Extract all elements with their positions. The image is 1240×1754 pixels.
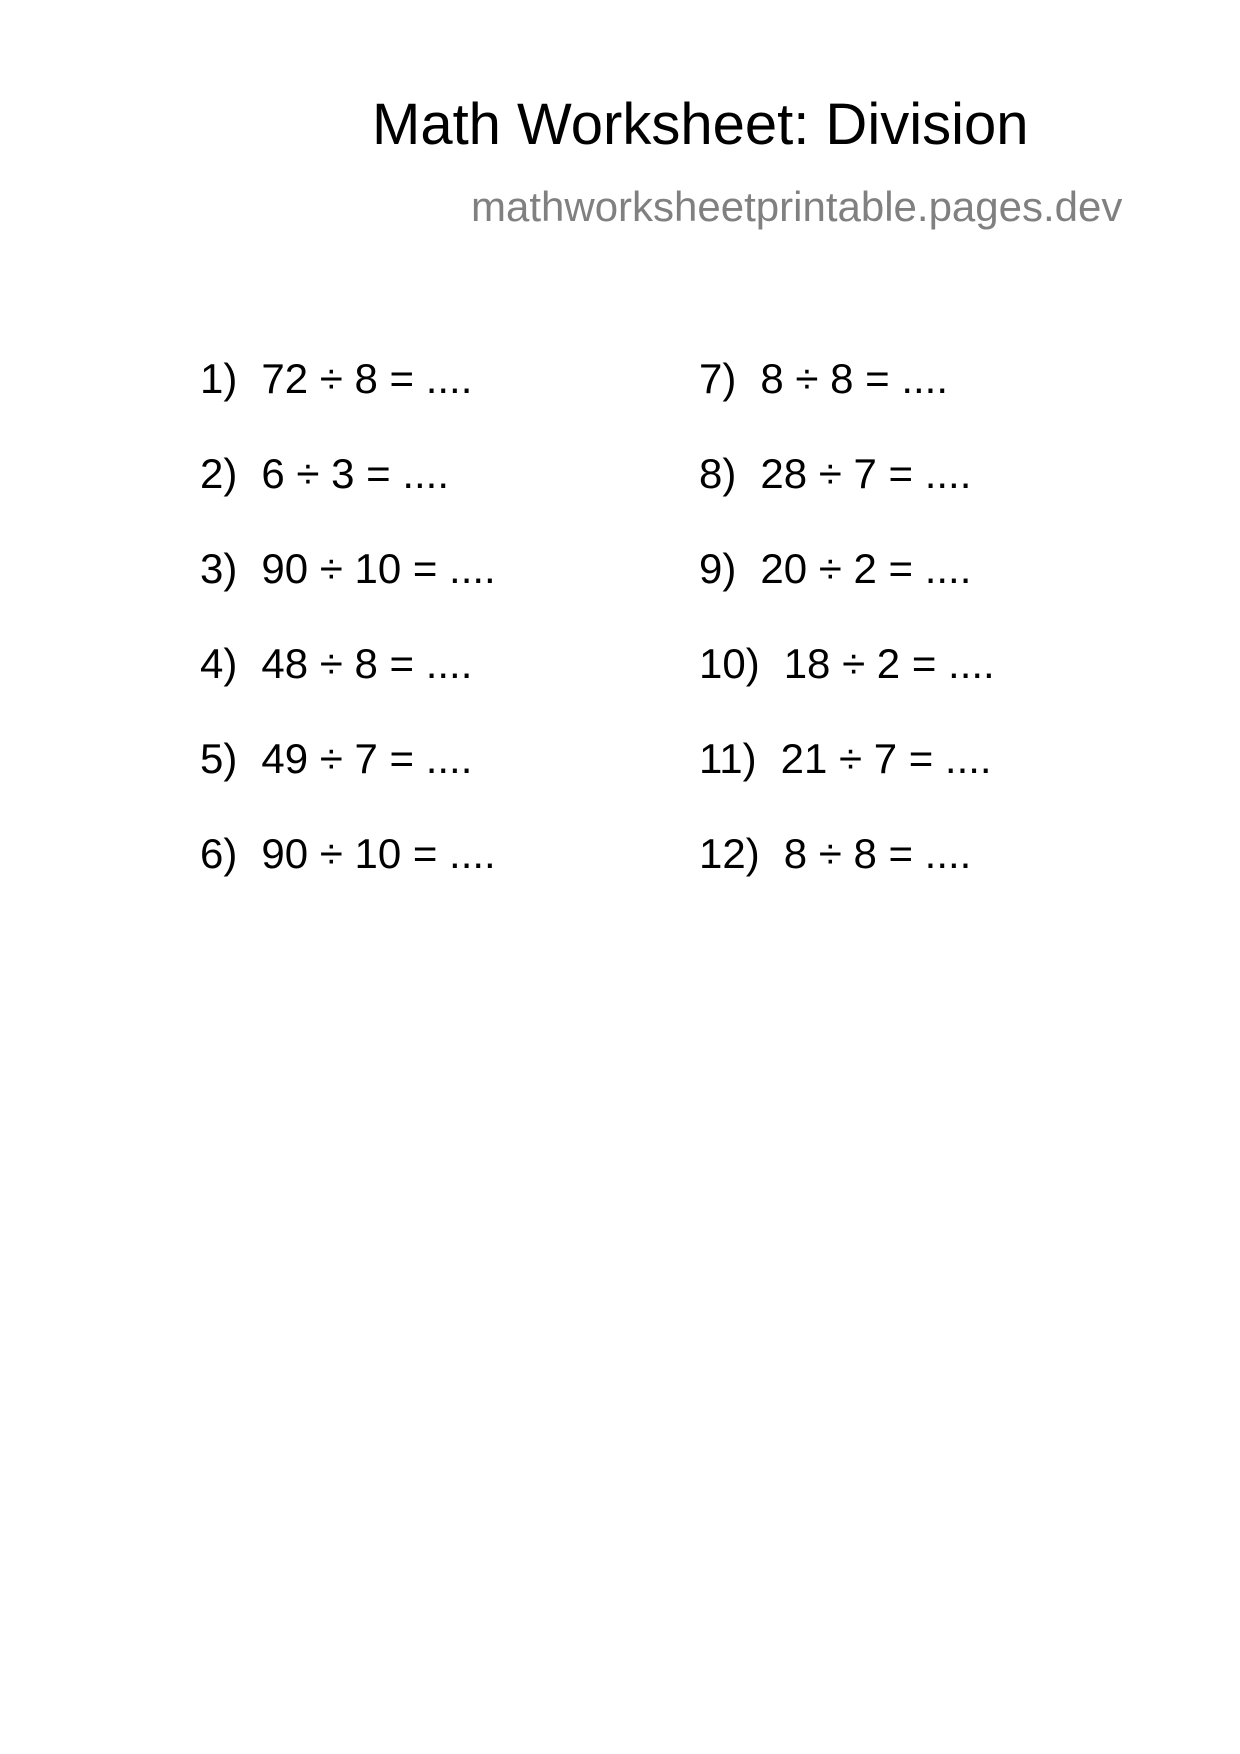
problem-item (200, 640, 473, 687)
website-url: mathworksheetprintable.pages.dev (471, 183, 1123, 230)
problem-item (200, 735, 473, 782)
problem-number: 8) (699, 450, 737, 497)
problem-item (200, 545, 496, 592)
problem-number: 7) (699, 355, 737, 402)
problem-expression: 20 ÷ 2 = .... (760, 545, 972, 592)
problem-number: 12) (699, 830, 760, 877)
problem-item (200, 355, 473, 402)
problem-number: 9) (699, 545, 737, 592)
problem-expression: 48 ÷ 8 = .... (261, 640, 473, 687)
problem-number: 6) (200, 830, 238, 877)
problem-item (699, 545, 972, 592)
problem-item (200, 450, 450, 497)
problem-number: 10) (699, 640, 760, 687)
problem-expression: 18 ÷ 2 = .... (783, 640, 995, 687)
worksheet-title: Math Worksheet: Division (372, 92, 1029, 157)
problem-expression: 8 ÷ 8 = .... (783, 830, 972, 877)
problem-expression: 8 ÷ 8 = .... (760, 355, 949, 402)
problem-expression: 72 ÷ 8 = .... (261, 355, 473, 402)
problem-expression: 6 ÷ 3 = .... (261, 450, 450, 497)
problem-number: 1) (200, 355, 238, 402)
problem-number: 11) (699, 735, 757, 782)
problem-expression: 49 ÷ 7 = .... (261, 735, 473, 782)
problem-expression: 90 ÷ 10 = .... (261, 830, 496, 877)
problem-item (699, 640, 995, 687)
problem-item (699, 355, 949, 402)
problem-number: 2) (200, 450, 238, 497)
problem-item (699, 735, 992, 782)
problem-item (699, 450, 972, 497)
problem-expression: 28 ÷ 7 = .... (760, 450, 972, 497)
problem-number: 3) (200, 545, 238, 592)
problem-number: 4) (200, 640, 238, 687)
problem-item (699, 830, 972, 877)
problem-number: 5) (200, 735, 238, 782)
problem-item (200, 830, 496, 877)
problem-expression: 21 ÷ 7 = .... (780, 735, 992, 782)
problem-expression: 90 ÷ 10 = .... (261, 545, 496, 592)
